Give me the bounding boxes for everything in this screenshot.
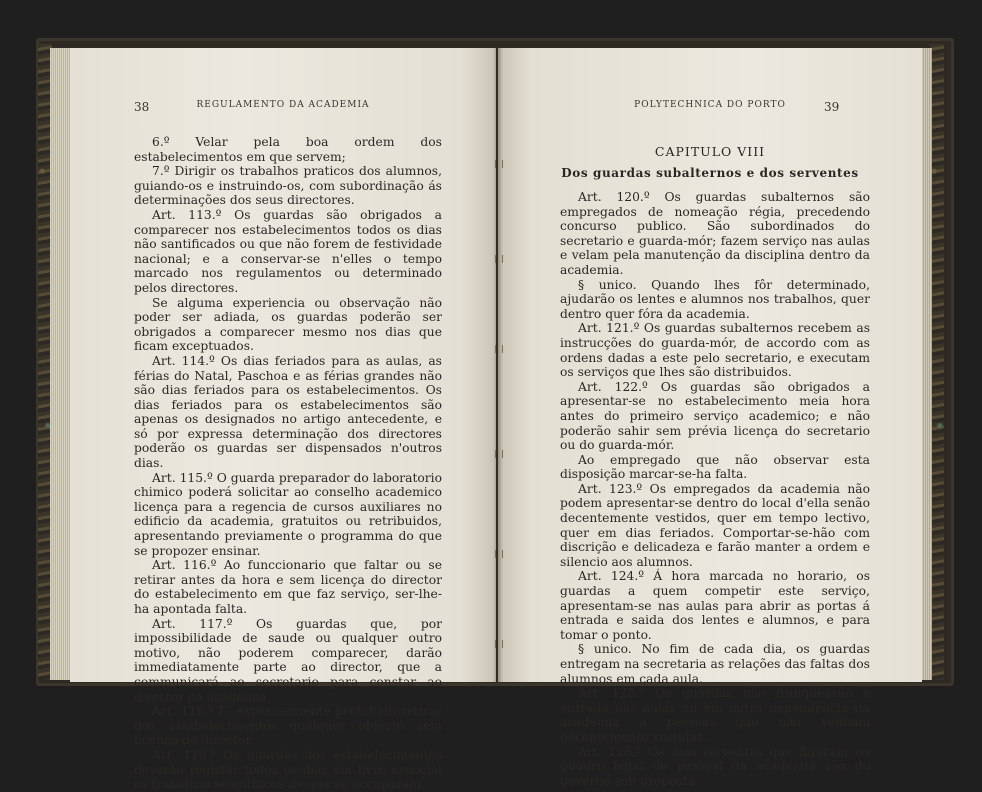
- paragraph: Art. 113.º Os guardas são obrigados a comparecer nos estabelecimentos todos os dias não santificados ou que não forem de festividade nacional; e a conservar-se n'elles o tempo marcado nos regulamentos ou determinado pelos directores.: [134, 207, 442, 295]
- paragraph: Art. 120.º Os guardas subalternos são empregados de nomeação régia, precedendo concurso publico. São subordinados do secretario e guarda-mór; fazem serviço nas aulas e velam pela manutenção da disciplina dentro da academia.: [560, 190, 870, 277]
- paragraph: Se alguma experiencia ou observação não poder ser adiada, os guardas poderão ser obrigados a comparecer mesmo nos dias que ficam exceptuados.: [134, 295, 442, 354]
- paragraph: Art. 115.º O guarda preparador do laboratorio chimico poderá solicitar ao conselho academico licença para a regencia de cursos auxiliares no edificio da academia, gratuitos ou retribuidos, apresentando previamente o programma do que se propozer ensinar.: [134, 470, 442, 558]
- chapter-heading: CAPITULO VIII: [654, 144, 766, 159]
- page-stack-left: [50, 48, 72, 680]
- paragraph: Ao empregado que não observar esta disposição marcar-se-ha falta.: [560, 452, 870, 482]
- paragraph: Art. 116.º Ao funccionario que faltar ou se retirar antes da hora e sem licença do director do estabelecimento em que faz serviço, ser-lhe-ha apontada falta.: [134, 558, 442, 616]
- page-number: 39: [824, 100, 840, 114]
- binding-stitch: [495, 345, 503, 353]
- left-page: [70, 48, 496, 792]
- page-number: 38: [134, 100, 150, 114]
- paragraph: Art. 114.º Os dias feriados para as aulas, as férias do Natal, Paschoa e as férias grandes não são dias feriados para os estabelecimentos. Os dias feriados para os estabelecimentos são apenas os designados no artigo antecedente, e só por expressa determinação dos directores poderão os guardas ser dispensados n'outros dias.: [134, 353, 442, 471]
- paragraph: Art. 117.º Os guardas que, por impossibilidade de saude ou qualquer outro motivo, não poderem comparecer, darão immediatamente parte ao director, que a communicará ao secretario para constar ao director da academia.: [134, 616, 442, 704]
- paragraph: Art. 126.º Os dois serventes que figuram no quadro legal do pessoal da academia são do governo sob proposta: [560, 744, 870, 788]
- binding-stitch: [495, 640, 503, 648]
- paragraph: 6.º Velar pela boa ordem dos estabelecimentos em que servem;: [134, 135, 442, 164]
- paragraph: Art. 125.º Os guardas não franquearão a entrada nas aulas ou em outra dependencia da academia a pessoas que não venham decentemente vestidas.: [560, 686, 870, 744]
- paragraph: Art. 119.º Os guardas dos estabelecimentos deverão registar todos os dias em livro especial os trabalhos scientificos de que se occuparam.: [134, 747, 442, 792]
- book-gutter: [493, 48, 503, 682]
- marbled-edge-right: [930, 44, 944, 680]
- running-head: REGULAMENTO DA ACADEMIA: [196, 100, 370, 110]
- right-page: [498, 48, 922, 788]
- binding-stitch: [495, 160, 503, 168]
- body-text: [134, 135, 442, 792]
- binding-stitch: [495, 550, 503, 558]
- paragraph: Art. 121.º Os guardas subalternos recebem as instrucções do guarda-mór, de accordo com as ordens dadas a este pelo secretario, e executam os serviços que lhes são distribuidos.: [560, 321, 870, 380]
- body-text: [560, 190, 870, 788]
- binding-stitch: [495, 450, 503, 458]
- paragraph: Art. 123.º Os empregados da academia não podem apresentar-se dentro do local d'ella senão decentemente vestidos, quer em tempo lectivo, quer em dias feriados. Comportar-se-hão com discrição e delicadeza e farão manter a ordem e silencio aos alumnos.: [560, 481, 870, 569]
- section-heading: Dos guardas subalternos e dos serventes: [561, 166, 859, 180]
- binding-stitch: [495, 255, 503, 263]
- paragraph: Art. 124.º Á hora marcada no horario, os guardas a quem competir este serviço, apresentam-se nas aulas para abrir as portas á entrada e saida dos lentes e alumnos, e para tomar o ponto.: [560, 569, 870, 642]
- paragraph: Art. 122.º Os guardas são obrigados a apresentar-se no estabelecimento meia hora antes do primeiro serviço academico; e não poderão sahir sem prévia licença do secretario ou do guarda-mór.: [560, 379, 870, 453]
- running-head: POLYTECHNICA DO PORTO: [634, 100, 786, 110]
- paragraph: § unico. No fim de cada dia, os guardas entregam na secretaria as relações das faltas dos alumnos em cada aula.: [560, 642, 870, 686]
- paragraph: 7.º Dirigir os trabalhos praticos dos alumnos, guiando-os e instruindo-os, com subordinação ás determinações dos seus directores.: [134, 164, 442, 208]
- paragraph: § unico. Quando lhes fôr determinado, ajudarão os lentes e alumnos nos trabalhos, quer dentro quer fóra da academia.: [560, 277, 870, 321]
- paragraph: Art. 118.º E' expressamente prohibido retirar dos estabelecimentos qualquer objecto sem licença do director.: [134, 704, 442, 748]
